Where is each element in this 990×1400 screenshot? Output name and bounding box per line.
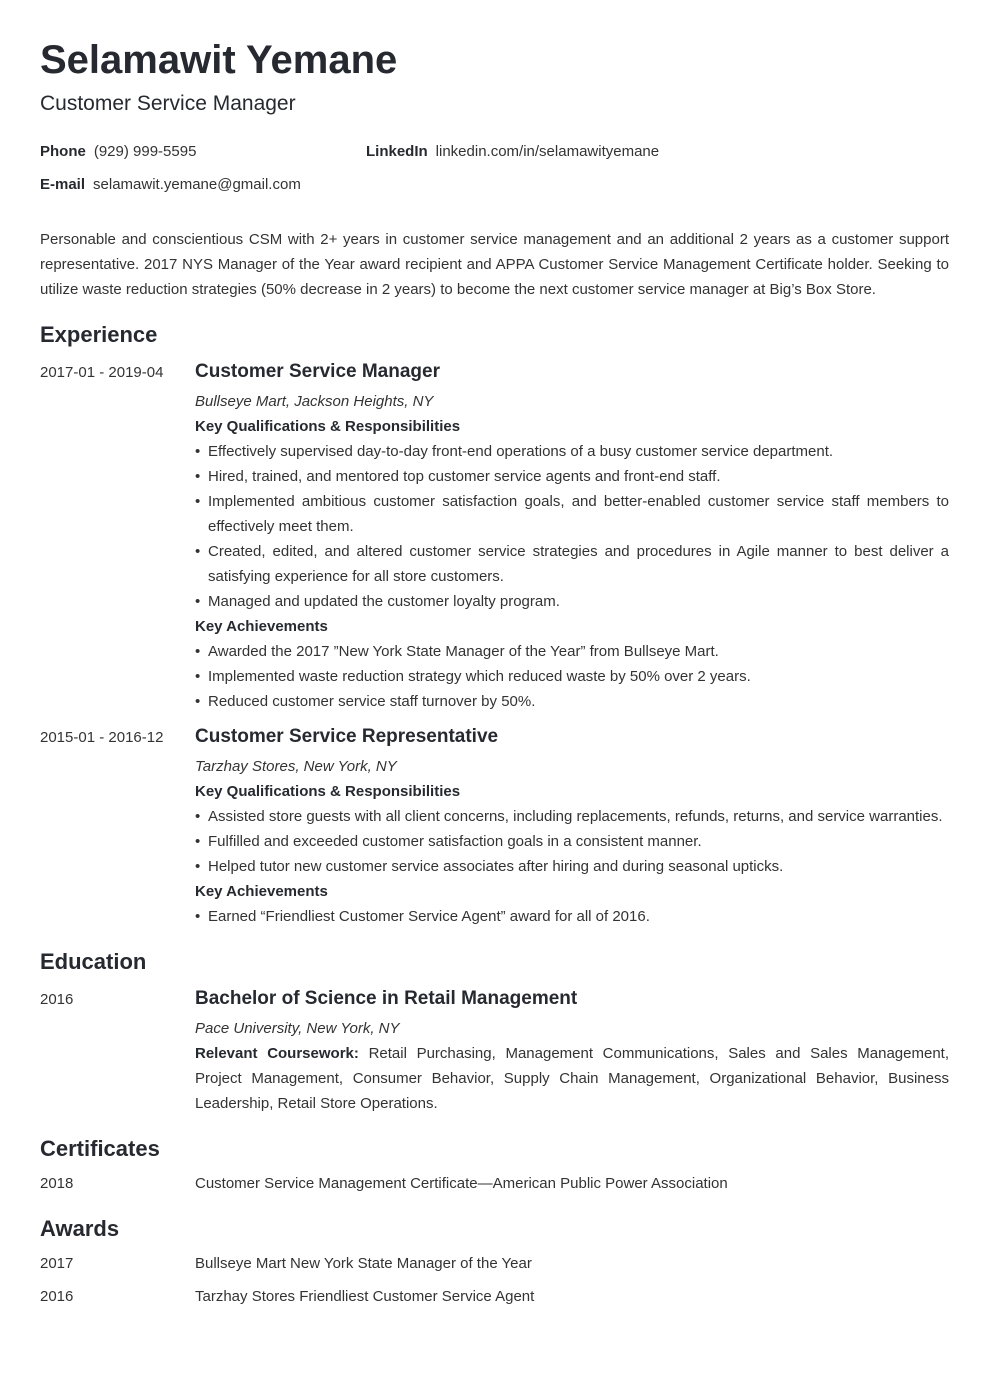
list-item: • Managed and updated the customer loyalty program. [195, 589, 949, 614]
award-name: Tarzhay Stores Friendliest Customer Service Agent [195, 1288, 535, 1305]
responsibilities-heading: Key Qualifications & Responsibilities [195, 418, 461, 435]
certificate-name: Customer Service Management Certificate—American Public Power Association [195, 1175, 728, 1192]
job-org: Tarzhay Stores, New York, NY [195, 758, 397, 775]
education-heading: Education [40, 949, 147, 974]
responsibilities-heading: Key Qualifications & Responsibilities [195, 783, 461, 800]
contact-phone [40, 142, 196, 162]
job-dates: 2015-01 - 2016-12 [40, 729, 164, 746]
achievements-list [195, 904, 949, 929]
candidate-name: Selamawit Yemane [40, 38, 398, 82]
contact-email [40, 175, 301, 195]
achievements-heading: Key Achievements [195, 883, 328, 900]
list-item: • Reduced customer service staff turnover by 50%. [195, 689, 949, 714]
achievements-heading: Key Achievements [195, 618, 328, 635]
education-entry [195, 988, 949, 1116]
linkedin-label: LinkedIn [366, 143, 428, 160]
phone-label: Phone [40, 143, 86, 160]
awards-heading: Awards [40, 1216, 120, 1241]
job-entry [195, 726, 949, 929]
list-item: • Implemented ambitious customer satisfaction goals, and better-enabled customer service staff members to effectively meet them. [195, 489, 949, 539]
list-item: • Helped tutor new customer service associates after hiring and during seasonal upticks. [195, 854, 949, 879]
job-org: Bullseye Mart, Jackson Heights, NY [195, 393, 434, 410]
job-dates: 2017-01 - 2019-04 [40, 364, 164, 381]
email-link[interactable]: selamawit.yemane@gmail.com [93, 176, 301, 193]
list-item: • Hired, trained, and mentored top customer service agents and front-end staff. [195, 464, 949, 489]
list-item: • Fulfilled and exceeded customer satisfaction goals in a consistent manner. [195, 829, 949, 854]
list-item: • Awarded the 2017 ”New York State Manager of the Year” from Bullseye Mart. [195, 639, 949, 664]
list-item: • Earned “Friendliest Customer Service Agent” award for all of 2016. [195, 904, 949, 929]
responsibilities-list [195, 804, 949, 879]
coursework-list: Retail Purchasing, Management Communications, Sales and Sales Management, Project Management, Consumer Behavior, Supply Chain Management, Organizational Behavior, Business Leadership, Retail Store Operations. [195, 1045, 949, 1112]
job-title: Customer Service Manager [195, 361, 440, 382]
candidate-role: Customer Service Manager [40, 92, 296, 115]
list-item: • Assisted store guests with all client concerns, including replacements, refunds, returns, and service warranties. [195, 804, 949, 829]
contact-linkedin [366, 142, 659, 162]
coursework [195, 1041, 949, 1116]
coursework-label: Relevant Coursework: [195, 1045, 359, 1062]
award-name: Bullseye Mart New York State Manager of the Year [195, 1255, 532, 1272]
experience-heading: Experience [40, 322, 158, 347]
education-year: 2016 [40, 991, 74, 1008]
job-title: Customer Service Representative [195, 726, 499, 747]
job-entry [195, 361, 949, 714]
degree-title: Bachelor of Science in Retail Management [195, 988, 578, 1009]
list-item: • Created, edited, and altered customer service strategies and procedures in Agile manner to best deliver a satisfying experience for all store customers. [195, 539, 949, 589]
email-label: E-mail [40, 176, 86, 193]
responsibilities-list [195, 439, 949, 614]
certificate-year: 2018 [40, 1175, 74, 1192]
linkedin-link[interactable]: linkedin.com/in/selamawityemane [435, 143, 660, 160]
list-item: • Effectively supervised day-to-day front-end operations of a busy customer service department. [195, 439, 949, 464]
award-year: 2017 [40, 1255, 74, 1272]
list-item: • Implemented waste reduction strategy which reduced waste by 50% over 2 years. [195, 664, 949, 689]
summary: Personable and conscientious CSM with 2+ years in customer service management and an additional 2 years as a customer support representative. 2017 NYS Manager of the Year award recipient and APPA Customer Service Management Certificate holder. Seeking to utilize waste reduction strategies (50% decrease in 2 years) to become the next customer service manager at Big’s Box Store. [40, 231, 949, 298]
school-name: Pace University, New York, NY [195, 1020, 400, 1037]
certificates-heading: Certificates [40, 1136, 160, 1161]
award-year: 2016 [40, 1288, 74, 1305]
achievements-list [195, 639, 949, 714]
phone-value: (929) 999-5595 [93, 143, 197, 160]
